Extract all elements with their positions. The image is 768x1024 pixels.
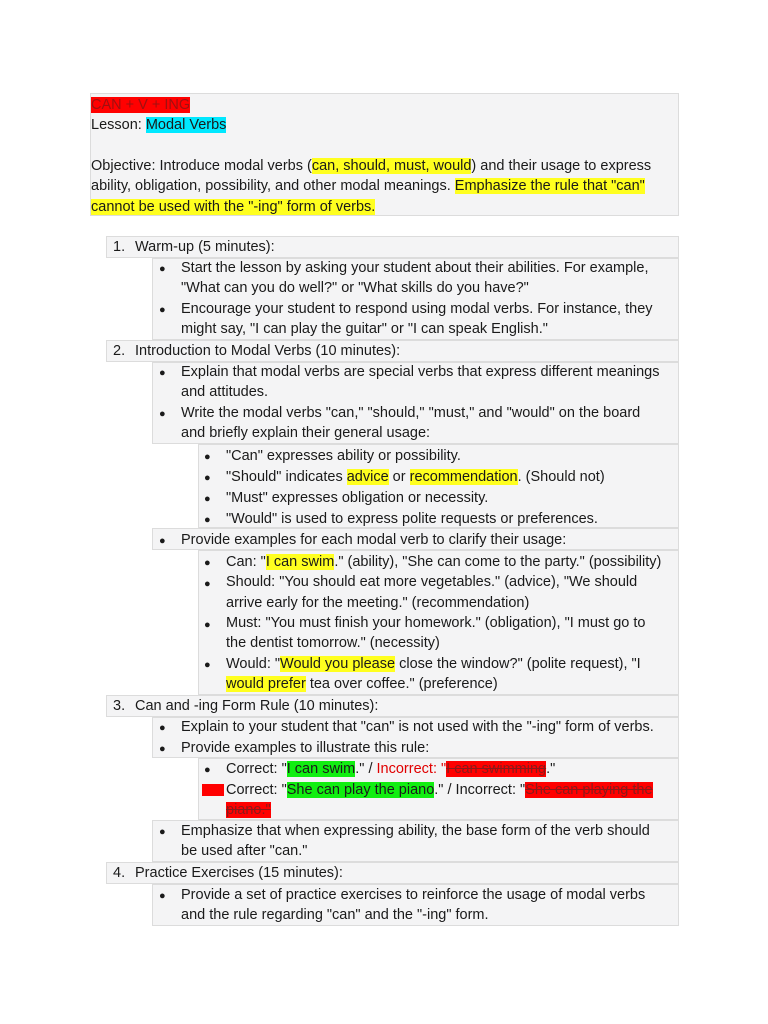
- objective-line-1: [91, 156, 651, 177]
- s2-ex1: [226, 552, 661, 573]
- s3-b1: Explain to your student that "can" is not used with the "-ing" form of verbs.: [181, 719, 654, 735]
- s2-sub2-a: "Should" indicates: [226, 469, 347, 485]
- objective-emphasis-1: Emphasize the rule that "can": [454, 178, 645, 194]
- s3-c1-c: : ": [432, 761, 447, 777]
- s2-sub2-recommendation: recommendation: [409, 469, 518, 485]
- s2-ex4-highlight: Would you please: [280, 656, 396, 672]
- s2-b1-l1: Explain that modal verbs are special verbs that express different meanings: [181, 364, 660, 380]
- bullet-icon: ●: [159, 408, 166, 420]
- objective-mid: ) and their usage to express: [471, 158, 652, 174]
- bullet-icon: ●: [159, 826, 166, 838]
- s3-c1-incorrect-label: Incorrect: [376, 761, 433, 777]
- s2-ex4-b: close the window?" (polite request), "I: [395, 656, 641, 672]
- bullet-icon: ●: [204, 764, 211, 776]
- section-4-number: 4.: [113, 865, 126, 881]
- s2-ex1-highlight: I can swim: [265, 554, 335, 570]
- s2-ex4-l2: [226, 674, 498, 695]
- s3-c2-correct-highlight: She can play the piano: [286, 782, 435, 798]
- s2-ex1-a: Can: ": [226, 554, 266, 570]
- section-4-title: Practice Exercises (15 minutes):: [135, 865, 343, 881]
- section-2-title: Introduction to Modal Verbs (10 minutes):: [135, 343, 401, 359]
- s4-b1-l1: Provide a set of practice exercises to reinforce the usage of modal verbs: [181, 887, 646, 903]
- s2-b2-l1: Write the modal verbs "can," "should," "must," and "would" on the board: [181, 405, 641, 421]
- bullet-icon: ●: [204, 578, 211, 590]
- s1-b2-l1: Encourage your student to respond using modal verbs. For instance, they: [181, 301, 653, 317]
- s2-ex4-a: Would: ": [226, 656, 281, 672]
- s2-ex2-l2: arrive early for the meeting." (recommendation): [226, 595, 530, 611]
- bullet-icon: ●: [159, 722, 166, 734]
- s2-sub2-or: or: [388, 469, 410, 485]
- s2-b2-l2: and briefly explain their general usage:: [181, 425, 431, 441]
- objective-line-3: [91, 197, 375, 218]
- s2-ex4-l1: [226, 654, 641, 675]
- s2-sub2: [226, 467, 605, 488]
- s2-ex2-l1: Should: "You should eat more vegetables." (advice), "We should: [226, 574, 638, 590]
- bullet-icon: ●: [204, 619, 211, 631]
- s2-ex1-b: ." (ability), "She can come to the party." (possibility): [334, 554, 662, 570]
- section-3-number: 3.: [113, 698, 126, 714]
- s2-sub3: "Must" expresses obligation or necessity.: [226, 490, 489, 506]
- section-2-number: 2.: [113, 343, 126, 359]
- s3-b3-l2: be used after "can.": [181, 843, 308, 859]
- objective-prefix: Objective: Introduce modal verbs (: [91, 158, 312, 174]
- s1-b2-l2: might say, "I can play the guitar" or "I can speak English.": [181, 321, 548, 337]
- s2-b1-l2: and attitudes.: [181, 384, 269, 400]
- s3-b3-l1: Emphasize that when expressing ability, the base form of the verb should: [181, 823, 650, 839]
- s3-c1-correct-highlight: I can swim: [286, 761, 356, 777]
- s2-ex3-l2: the dentist tomorrow." (necessity): [226, 635, 440, 651]
- formula-text: CAN + V + ING: [91, 97, 191, 113]
- s3-c1-d: .": [546, 761, 556, 777]
- s2-sub1: "Can" expresses ability or possibility.: [226, 448, 461, 464]
- s3-c2-b: ." / Incorrect: ": [434, 782, 526, 798]
- bullet-icon: ●: [204, 514, 211, 526]
- s2-ex4-c: tea over coffee." (preference): [305, 676, 498, 692]
- s2-sub2-b: . (Should not): [517, 469, 605, 485]
- s2-b3: Provide examples for each modal verb to clarify their usage:: [181, 532, 567, 548]
- s3-correct-2-cont: [226, 800, 271, 821]
- s3-c1-a: Correct: ": [226, 761, 287, 777]
- bullet-icon: ●: [204, 557, 211, 569]
- s3-c2-incorrect-strike-1: She can playing the: [525, 782, 653, 798]
- objective-line2-text: ability, obligation, possibility, and other modal meanings.: [91, 178, 455, 194]
- bullet-icon: ●: [204, 472, 211, 484]
- lesson-label: Lesson:: [91, 117, 146, 133]
- objective-verbs: can, should, must, would: [311, 158, 472, 174]
- s3-c1-b: ." /: [355, 761, 377, 777]
- s3-b2: Provide examples to illustrate this rule:: [181, 740, 430, 756]
- s2-sub2-advice: advice: [346, 469, 389, 485]
- objective-line-2: [91, 176, 645, 197]
- s4-b1-l2: and the rule regarding "can" and the "-ing" form.: [181, 907, 489, 923]
- bullet-icon: ●: [159, 890, 166, 902]
- bullet-icon: ●: [159, 743, 166, 755]
- section-3-title: Can and -ing Form Rule (10 minutes):: [135, 698, 379, 714]
- section-1-title: Warm-up (5 minutes):: [135, 239, 275, 255]
- bullet-icon: ●: [159, 263, 166, 275]
- bullet-icon: ●: [159, 367, 166, 379]
- s3-c1-incorrect-strike: I can swimming: [446, 761, 547, 777]
- s3-c2-a: Correct: ": [226, 782, 287, 798]
- s3-correct-1: [226, 759, 555, 780]
- section-1-number: 1.: [113, 239, 126, 255]
- s1-b1-l2: "What can you do well?" or "What skills do you have?": [181, 280, 529, 296]
- bullet-icon: ●: [204, 659, 211, 671]
- bullet-icon: ●: [204, 451, 211, 463]
- s3-c2-incorrect-strike-2: piano.": [226, 802, 271, 818]
- bullet-icon: ●: [204, 493, 211, 505]
- s2-ex4-highlight-2: would prefer: [226, 676, 306, 692]
- s2-sub4: "Would" is used to express polite requests or preferences.: [226, 511, 598, 527]
- s1-b1-l1: Start the lesson by asking your student about their abilities. For example,: [181, 260, 649, 276]
- lesson-topic: Modal Verbs: [145, 117, 227, 133]
- s2-ex3-l1: Must: "You must finish your homework." (obligation), "I must go to: [226, 615, 646, 631]
- bullet-icon: ●: [159, 535, 166, 547]
- deleted-bullet-marker: [202, 784, 224, 796]
- s3-correct-2: [226, 780, 653, 801]
- bullet-icon: ●: [159, 304, 166, 316]
- objective-emphasis-2: cannot be used with the "-ing" form of verbs.: [91, 199, 376, 215]
- formula-line: [91, 95, 190, 116]
- lesson-line: [91, 115, 226, 136]
